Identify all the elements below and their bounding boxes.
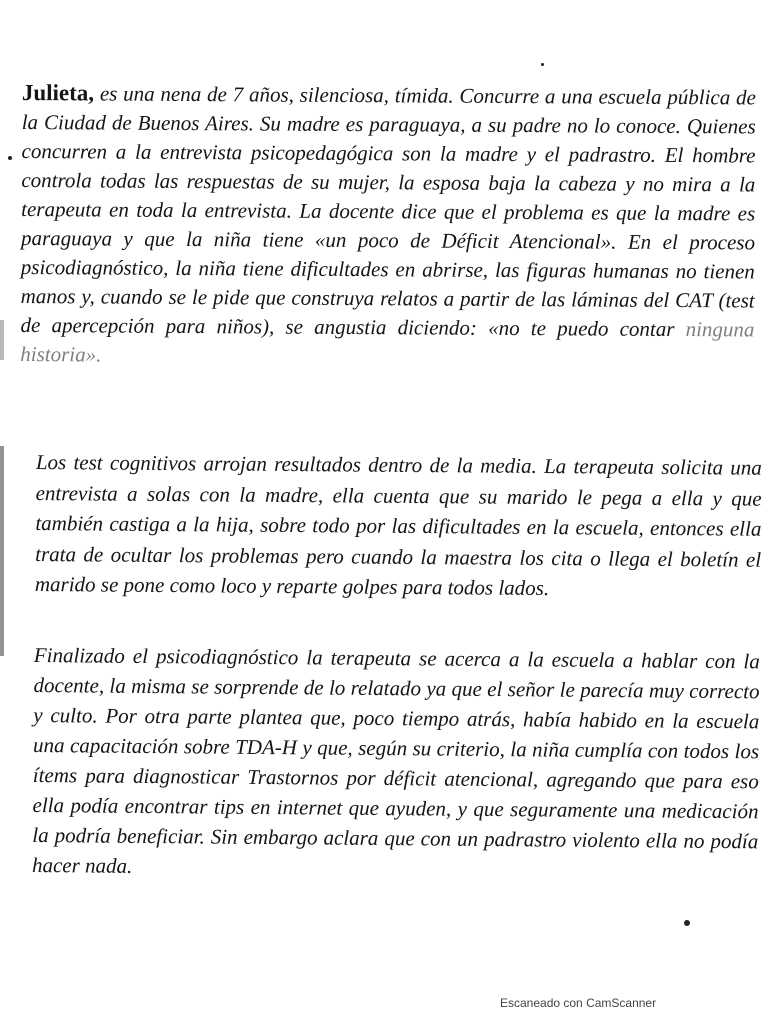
scan-edge-shadow xyxy=(0,446,4,656)
paragraph-case-intro xyxy=(20,78,756,373)
case-name: Julieta, xyxy=(21,79,95,106)
paragraph-school-visit: Finalizado el psicodiagnóstico la terapeuta se acerca a la escuela a hablar con la docente, la misma se sorprende de lo relatado ya que el señor le parecía muy correcto y culto. Por otra parte plantea que, poco tiempo atrás, había habido en la escuela una capacitación sobre TDA-H y que, según su criterio, la niña cumplía con todos los ítems para diagnosticar Trastornos por déficit atencional, agregando que para eso ella podía encontrar tips en internet que ayuden, y que seguramente una medicación la podría beneficiar. Sin embargo aclara que con un padrastro violento ella no podía hacer nada. xyxy=(31,642,760,878)
camscanner-watermark: Escaneado con CamScanner xyxy=(500,996,657,1010)
paragraph-cognitive-tests: Los test cognitivos arrojan resultados dentro de la media. La terapeuta solicita una entrevista a solas con la madre, ella cuenta que su marido le pega a ella y que también castiga a la hija, sobre todo por las dificultades en la escuela, entonces ella trata de ocultar los problemas pero cuando la maestra los cita o llega el boletín el marido se pone como loco y reparte golpes para todos lados. xyxy=(34,449,762,601)
scan-speck xyxy=(8,156,12,160)
scan-speck xyxy=(541,63,544,66)
scan-edge-shadow xyxy=(0,320,4,360)
paragraph-case-intro-faded-end: ninguna historia». xyxy=(20,317,755,367)
scan-speck xyxy=(684,920,690,926)
paragraph-case-intro-text: es una nena de 7 años, silenciosa, tímida. Concurre a una escuela pública de la Ciudad de Buenos Aires. Su madre es paraguaya, a su padre no lo conoce. Quienes concurren a la entrevista psicopedagógica son la madre y el padrastro. El hombre controla todas las respuestas de su mujer, la esposa baja la cabeza y no mira a la terapeuta en toda la entrevista. La docente dice que el problema es que la madre es paraguaya y que la niña tiene «un poco de Déficit Atencional». En el proceso psicodiagnóstico, la niña tiene dificultades en abrirse, las figuras humanas no tienen manos y, cuando se le pide que construya relatos a partir de las láminas del CAT (test de apercepción para niños), se angustia diciendo: «no te puedo contar xyxy=(20,81,756,342)
